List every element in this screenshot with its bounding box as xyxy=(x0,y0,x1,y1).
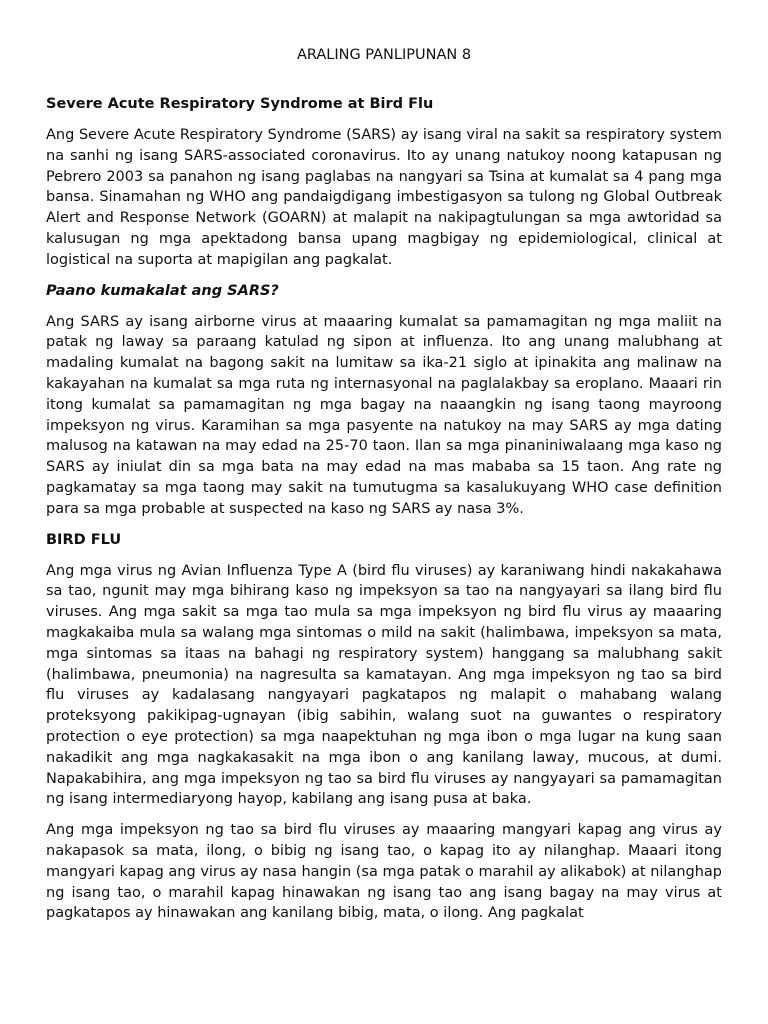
paragraph-bird-flu: Ang mga virus ng Avian Influenza Type A (bird flu viruses) ay karaniwang hindi nakakahawa sa tao, ngunit may mga bihirang kaso ng impeksyon sa tao na nangyayari sa ilang bird flu viruses. Ang mga sakit sa mga tao mula sa mga impeksyon ng bird flu virus ay maaaring magkakaiba mula sa walang mga sintomas o mild na sakit (halimbawa, impeksyon sa mata, mga sintomas sa itaas na bahagi ng respiratory system) hanggang sa malubhang sakit (halimbawa, pneumonia) na nagresulta sa kamatayan. Ang mga impeksyon ng tao sa bird flu viruses ay kadalasang nangyayari pagkatapos ng malapit o mahabang walang proteksyong pakikipag-ugnayan (ibig sabihin, walang suot na guwantes o respiratory protection o eye protection) sa mga naapektuhan ng mga ibon o mga lugar na kung saan nakadikit ang mga nagkakasakit na mga ibon o ang kanilang laway, mucous, at dumi. Napakabihira, ang mga impeksyon ng tao sa bird flu viruses ay nangyayari sa pamamagitan ng isang intermediaryong hayop, kabilang ang isang pusa at baka. xyxy=(46,562,722,808)
section-heading-sars-bird-flu: Severe Acute Respiratory Syndrome at Bird Flu xyxy=(46,96,434,112)
section-heading-sars-spread: Paano kumakalat ang SARS? xyxy=(46,282,279,299)
document-title: ARALING PANLIPUNAN 8 xyxy=(296,47,472,63)
section-heading-bird-flu: BIRD FLU xyxy=(46,531,122,548)
paragraph-sars-spread: Ang SARS ay isang airborne virus at maaaring kumalat sa pamamagitan ng mga maliit na patak ng laway sa paraang katulad ng sipon at influenza. Ito ang unang malubhang at madaling kumalat na bagong sakit na lumitaw sa ika-21 siglo at ipinakita ang malinaw na kakayahan na kumalat sa mga ruta ng internasyonal na paglalakbay sa eroplano. Maaari rin itong kumalat sa pamamagitan ng mga bagay na naaangkin ng isang taong mayroong impeksyon ng virus. Karamihan sa mga pasyente na natukoy na may SARS ay mga dating malusog na katawan na may edad na 25-70 taon. Ilan sa mga pinaniniwalaang mga kaso ng SARS ay iniulat din sa mga bata na may edad na mas mababa sa 15 taon. Ang rate ng pagkamatay sa mga taong may sakit na tumutugma sa kasalukuyang WHO case definition para sa mga probable at suspected na kaso ng SARS ay nasa 3%. xyxy=(46,313,722,517)
paragraph-sars-intro: Ang Severe Acute Respiratory Syndrome (SARS) ay isang viral na sakit sa respiratory system na sanhi ng isang SARS-associated coronavirus. Ito ay unang natukoy noong katapusan ng Pebrero 2003 sa panahon ng isang paglabas na nangyari sa Tsina at kumalat sa 4 pang mga bansa. Sinamahan ng WHO ang pandaigdigang imbestigasyon sa tulong ng Global Outbreak Alert and Response Network (GOARN) at malapit na nakipagtulungan sa mga awtoridad sa kalusugan ng mga apektadong bansa upang magbigay ng epidemiological, clinical at logistical na suporta at mapigilan ang pagkalat. xyxy=(46,127,722,268)
paragraph-bird-flu-transmission: Ang mga impeksyon ng tao sa bird flu viruses ay maaaring mangyari kapag ang virus ay nakapasok sa mata, ilong, o bibig ng isang tao, o kapag ito ay nilanghap. Maaari itong mangyari kapag ang virus ay nasa hangin (sa mga patak o marahil ay alikabok) at nilanghap ng isang tao, o marahil kapag hinawakan ng isang tao ang isang bagay na may virus at pagkatapos ay hinawakan ang kanilang bibig, mata, o ilong. Ang pagkalat xyxy=(46,822,722,922)
